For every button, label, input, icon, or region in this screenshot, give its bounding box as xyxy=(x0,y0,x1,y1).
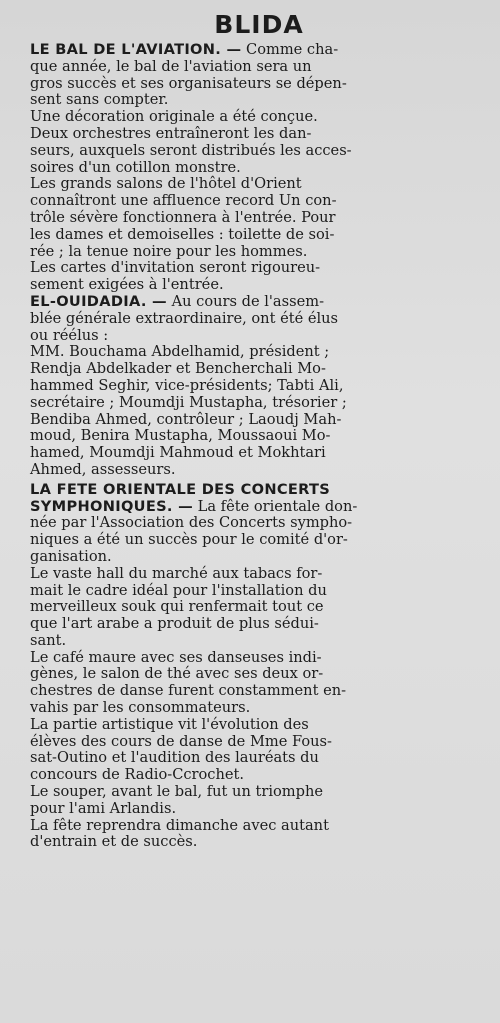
article-line: d'entrain et de succès. xyxy=(30,833,198,851)
article-line: pour l'ami Arlandis. xyxy=(30,799,177,817)
article-line: Bendiba Ahmed, contrôleur ; Laoudj Mah- xyxy=(30,410,342,428)
article-el-ouidadia xyxy=(30,294,488,479)
article-paragraph xyxy=(30,717,488,784)
article-line: que année, le bal de l'aviation sera un xyxy=(30,57,312,75)
article-line: sant. xyxy=(30,631,67,649)
article-line: hammed Seghir, vice-présidents; Tabti Ali, xyxy=(30,376,344,394)
section-title: BLIDA xyxy=(214,10,304,39)
article-line: élèves des cours de danse de Mme Fous- xyxy=(30,732,332,750)
article-paragraph xyxy=(30,482,488,566)
article-line: ganisation. xyxy=(30,547,112,565)
article-line: soires d'un cotillon monstre. xyxy=(30,158,241,176)
article-paragraph xyxy=(30,176,488,260)
article-paragraph xyxy=(30,818,488,852)
article-paragraph xyxy=(30,109,488,176)
article-fete-orientale xyxy=(30,482,488,852)
article-line: blée générale extraordinaire, ont été élus xyxy=(30,309,339,327)
article-line: sat-Outino et l'audition des lauréats du xyxy=(30,749,319,767)
article-line: vahis par les consommateurs. xyxy=(30,699,251,717)
article-line: concours de Radio-Ccrochet. xyxy=(30,766,245,784)
article-line: Les cartes d'invitation seront rigoureu- xyxy=(30,259,321,277)
article-line: Les grands salons de l'hôtel d'Orient xyxy=(30,175,302,193)
article-paragraph xyxy=(30,650,488,717)
article-line: Une décoration originale a été conçue. xyxy=(30,108,318,126)
article-headline: LE BAL DE L'AVIATION. — xyxy=(30,41,242,58)
article-line: Le café maure avec ses danseuses indi- xyxy=(30,648,322,666)
article-line: Rendja Abdelkader et Bencherchali Mo- xyxy=(30,360,326,378)
article-line: gènes, le salon de thé avec ses deux or- xyxy=(30,665,324,683)
article-paragraph xyxy=(30,344,488,478)
article-line: merveilleux souk qui renfermait tout ce xyxy=(30,598,324,616)
article-line: moud, Benira Mustapha, Moussaoui Mo- xyxy=(30,427,331,445)
article-line: hamed, Moumdji Mahmoud et Mokhtari xyxy=(30,444,326,462)
article-paragraph xyxy=(30,42,488,109)
article-headline-continued: SYMPHONIQUES. — xyxy=(30,497,194,515)
article-bal-aviation xyxy=(30,42,488,294)
article-paragraph xyxy=(30,784,488,818)
article-paragraph xyxy=(30,260,488,294)
cut-off-text-fragment xyxy=(30,0,488,8)
article-line: rée ; la tenue noire pour les hommes. xyxy=(30,242,308,260)
article-line: Ahmed, assesseurs. xyxy=(30,460,176,478)
article-line: seurs, auxquels seront distribués les acces- xyxy=(30,141,352,159)
article-line: La partie artistique vit l'évolution des xyxy=(30,715,309,733)
article-line: Deux orchestres entraîneront les dan- xyxy=(30,124,312,142)
article-line: née par l'Association des Concerts sympho- xyxy=(30,514,353,532)
article-line: Le vaste hall du marché aux tabacs for- xyxy=(30,564,323,582)
article-line: trôle sévère fonctionnera à l'entrée. Pour xyxy=(30,208,336,226)
article-line: EL-OUIDADIA. — Au cours de l'assem- xyxy=(30,292,325,310)
article-line: chestres de danse furent constamment en- xyxy=(30,682,347,700)
article-line: La fête reprendra dimanche avec autant xyxy=(30,816,329,834)
article-line: niques a été un succès pour le comité d'or- xyxy=(30,531,348,549)
article-paragraph xyxy=(30,294,488,344)
article-line: que l'art arabe a produit de plus sédui- xyxy=(30,615,319,633)
article-headline: LA FETE ORIENTALE DES CONCERTS xyxy=(30,480,331,498)
article-line: ou réélus : xyxy=(30,326,109,344)
article-paragraph xyxy=(30,566,488,650)
article-line: gros succès et ses organisateurs se dépen- xyxy=(30,74,347,92)
article-line: MM. Bouchama Abdelhamid, président ; xyxy=(30,343,330,361)
article-line: mait le cadre idéal pour l'installation du xyxy=(30,581,327,599)
article-line: LE BAL DE L'AVIATION. — Comme cha- xyxy=(30,41,339,58)
article-line: connaîtront une affluence record Un con- xyxy=(30,192,337,210)
article-line: SYMPHONIQUES. — La fête orientale don- xyxy=(30,497,358,515)
article-line: sement exigées à l'entrée. xyxy=(30,276,224,294)
article-line: secrétaire ; Moumdji Mustapha, trésorier ; xyxy=(30,393,347,411)
article-line: sent sans compter. xyxy=(30,91,169,109)
article-line: Le souper, avant le bal, fut un triomphe xyxy=(30,783,324,801)
article-line: les dames et demoiselles : toilette de soi- xyxy=(30,225,335,243)
article-headline: EL-OUIDADIA. — xyxy=(30,292,167,310)
